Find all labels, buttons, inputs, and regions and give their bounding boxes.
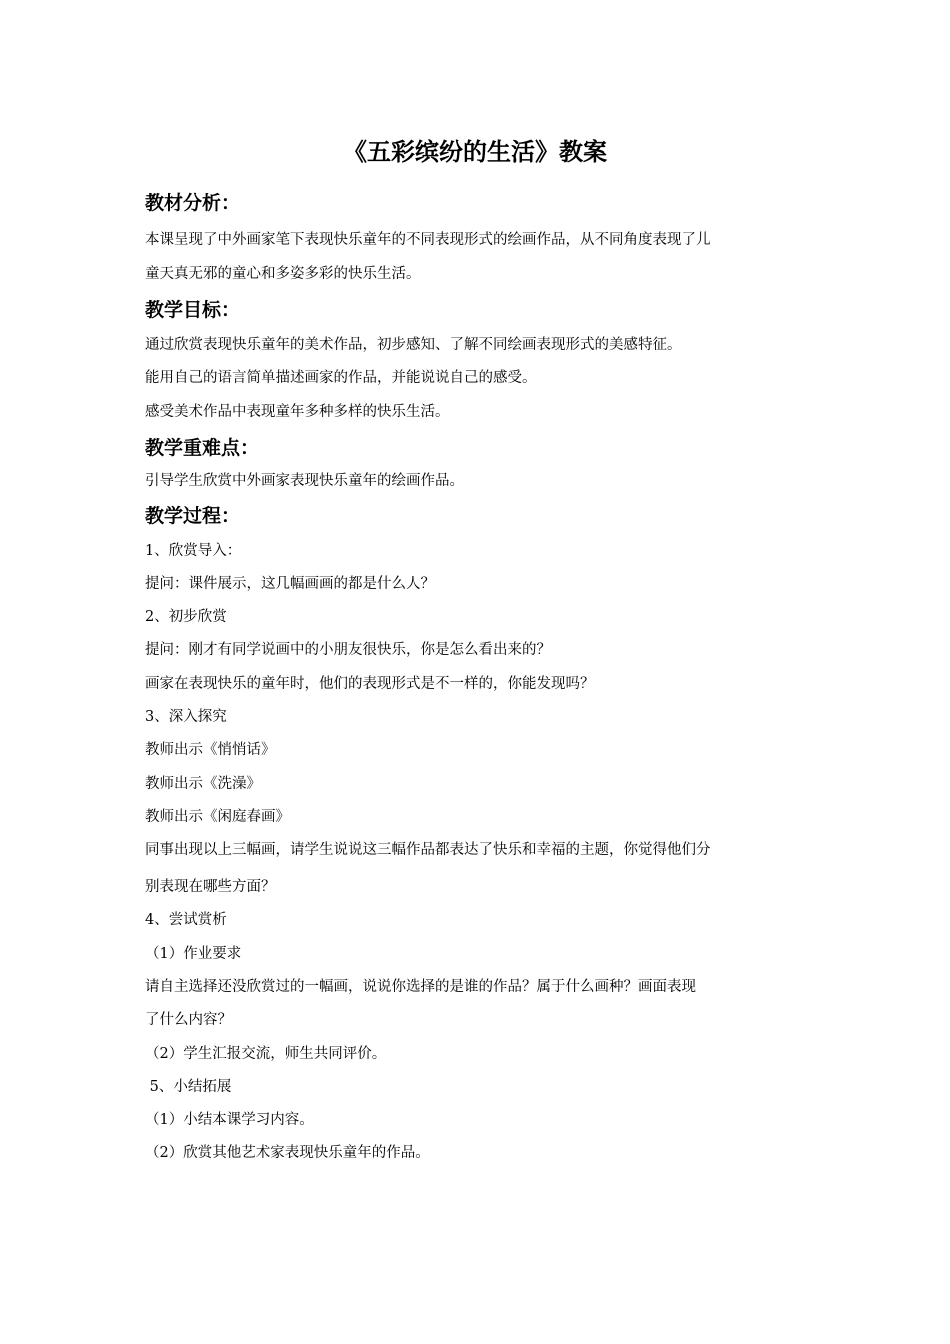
heading-analysis: 教材分析：: [145, 192, 241, 214]
process-line: 2、初步欣赏: [145, 609, 227, 625]
process-line: 4、尝试赏析: [145, 912, 227, 928]
process-line: 了什么内容？: [145, 1012, 232, 1028]
process-line: 3、深入探究: [145, 709, 227, 725]
heading-keypoints: 教学重难点：: [145, 437, 260, 459]
heading-goals: 教学目标：: [145, 299, 241, 321]
document-title: 《五彩缤纷的生活》教案: [343, 138, 607, 166]
process-line: 画家在表现快乐的童年时，他们的表现形式是不一样的，你能发现吗？: [145, 676, 595, 692]
process-line: 教师出示《悄悄话》: [145, 742, 276, 758]
process-line: 别表现在哪些方面？: [145, 879, 276, 895]
analysis-line-2: 童天真无邪的童心和多姿多彩的快乐生活。: [145, 266, 421, 282]
keypoints-text: 引导学生欣赏中外画家表现快乐童年的绘画作品。: [145, 473, 464, 489]
process-line: （1）作业要求: [145, 946, 242, 962]
process-line: 5、小结拓展: [145, 1079, 232, 1095]
process-line: 同事出现以上三幅画，请学生说说这三幅作品都表达了快乐和幸福的主题，你觉得他们分: [145, 842, 711, 858]
process-line: （2）学生汇报交流，师生共同评价。: [145, 1046, 387, 1062]
process-line: 教师出示《闲庭春画》: [145, 809, 290, 825]
process-line: 提问：刚才有同学说画中的小朋友很快乐，你是怎么看出来的？: [145, 642, 551, 658]
process-line: 教师出示《洗澡》: [145, 776, 261, 792]
goal-item: 能用自己的语言简单描述画家的作品，并能说说自己的感受。: [145, 370, 537, 386]
process-line: 1、欣赏导入：: [145, 543, 242, 559]
goal-item: 感受美术作品中表现童年多种多样的快乐生活。: [145, 404, 450, 420]
analysis-line-1: 本课呈现了中外画家笔下表现快乐童年的不同表现形式的绘画作品，从不同角度表现了儿: [145, 232, 711, 248]
heading-process: 教学过程：: [145, 505, 241, 527]
process-line: （2）欣赏其他艺术家表现快乐童年的作品。: [145, 1145, 430, 1161]
goal-item: 通过欣赏表现快乐童年的美术作品，初步感知、了解不同绘画表现形式的美感特征。: [145, 337, 682, 353]
process-line: 请自主选择还没欣赏过的一幅画，说说你选择的是谁的作品？属于什么画种？画面表现: [145, 979, 696, 995]
process-line: （1）小结本课学习内容。: [145, 1112, 314, 1128]
process-line: 提问：课件展示，这几幅画画的都是什么人？: [145, 576, 435, 592]
